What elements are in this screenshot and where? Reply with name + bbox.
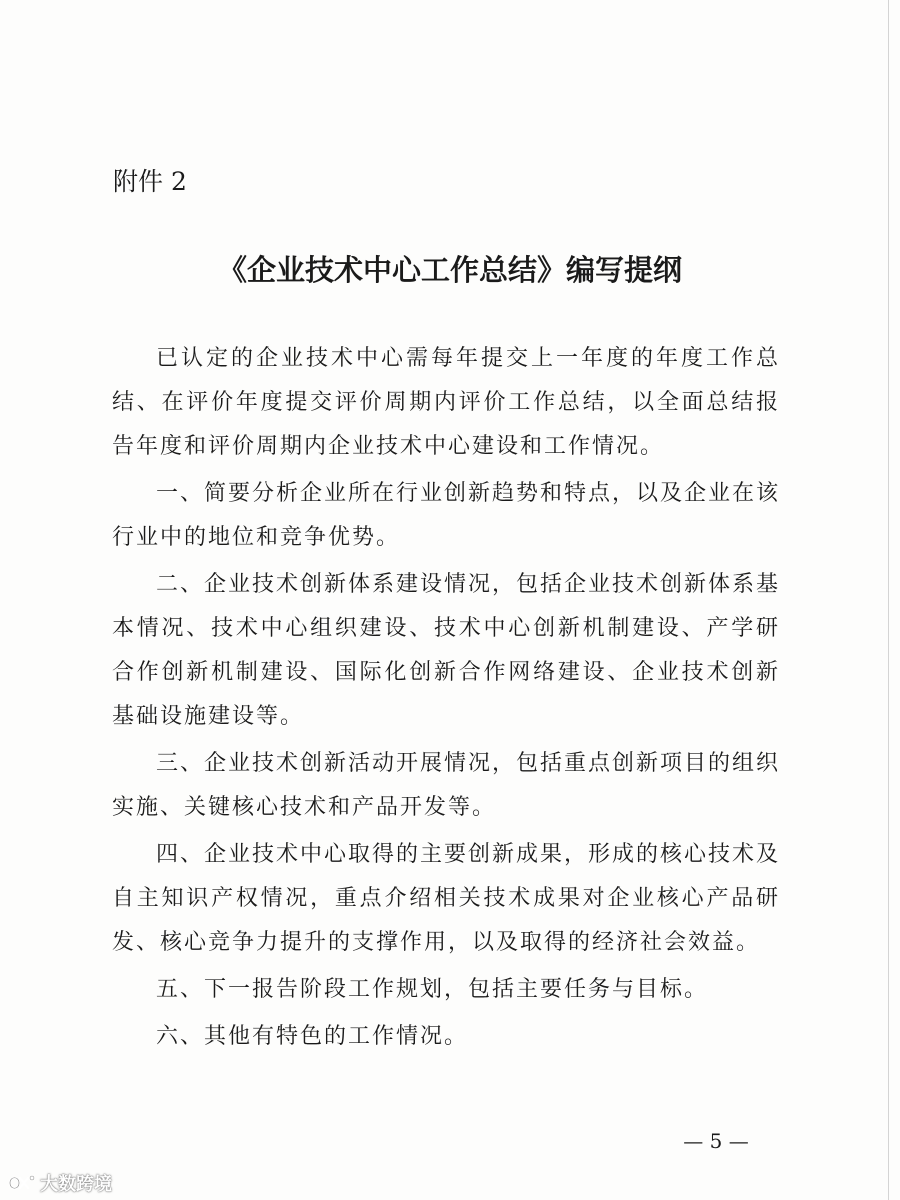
section-3-paragraph: 三、企业技术创新活动开展情况，包括重点创新项目的组织实施、关键核心技术和产品开发等。 <box>112 751 781 820</box>
section-1-paragraph: 一、简要分析企业所在行业创新趋势和特点，以及企业在该行业中的地位和竞争优势。 <box>112 481 781 550</box>
section-5-paragraph: 五、下一报告阶段工作规划，包括主要任务与目标。 <box>156 977 709 1002</box>
page-number: — 5 — <box>683 1129 749 1153</box>
watermark-logo-icon <box>6 1172 36 1194</box>
watermark-text: 大数跨境 <box>40 1174 112 1195</box>
document-title: 《企业技术中心工作总结》编写提纲 <box>217 253 682 287</box>
attachment-label: 附件 2 <box>113 167 187 196</box>
section-6-paragraph: 六、其他有特色的工作情况。 <box>156 1024 469 1049</box>
page-edge-line <box>888 0 889 1200</box>
intro-paragraph: 已认定的企业技术中心需每年提交上一年度的年度工作总结、在评价年度提交评价周期内评价工作总结，以全面总结报告年度和评价周期内企业技术中心建设和工作情况。 <box>112 346 780 459</box>
document-body <box>112 337 780 1059</box>
watermark <box>6 1170 112 1196</box>
section-4-paragraph: 四、企业技术中心取得的主要创新成果，形成的核心技术及自主知识产权情况，重点介绍相关技术成果对企业核心产品研发、核心竞争力提升的支撑作用，以及取得的经济社会效益。 <box>112 842 781 955</box>
section-2-paragraph: 二、企业技术创新体系建设情况，包括企业技术创新体系基本情况、技术中心组织建设、技术中心创新机制建设、产学研合作创新机制建设、国际化创新合作网络建设、企业技术创新基础设施建设等。 <box>112 572 781 729</box>
